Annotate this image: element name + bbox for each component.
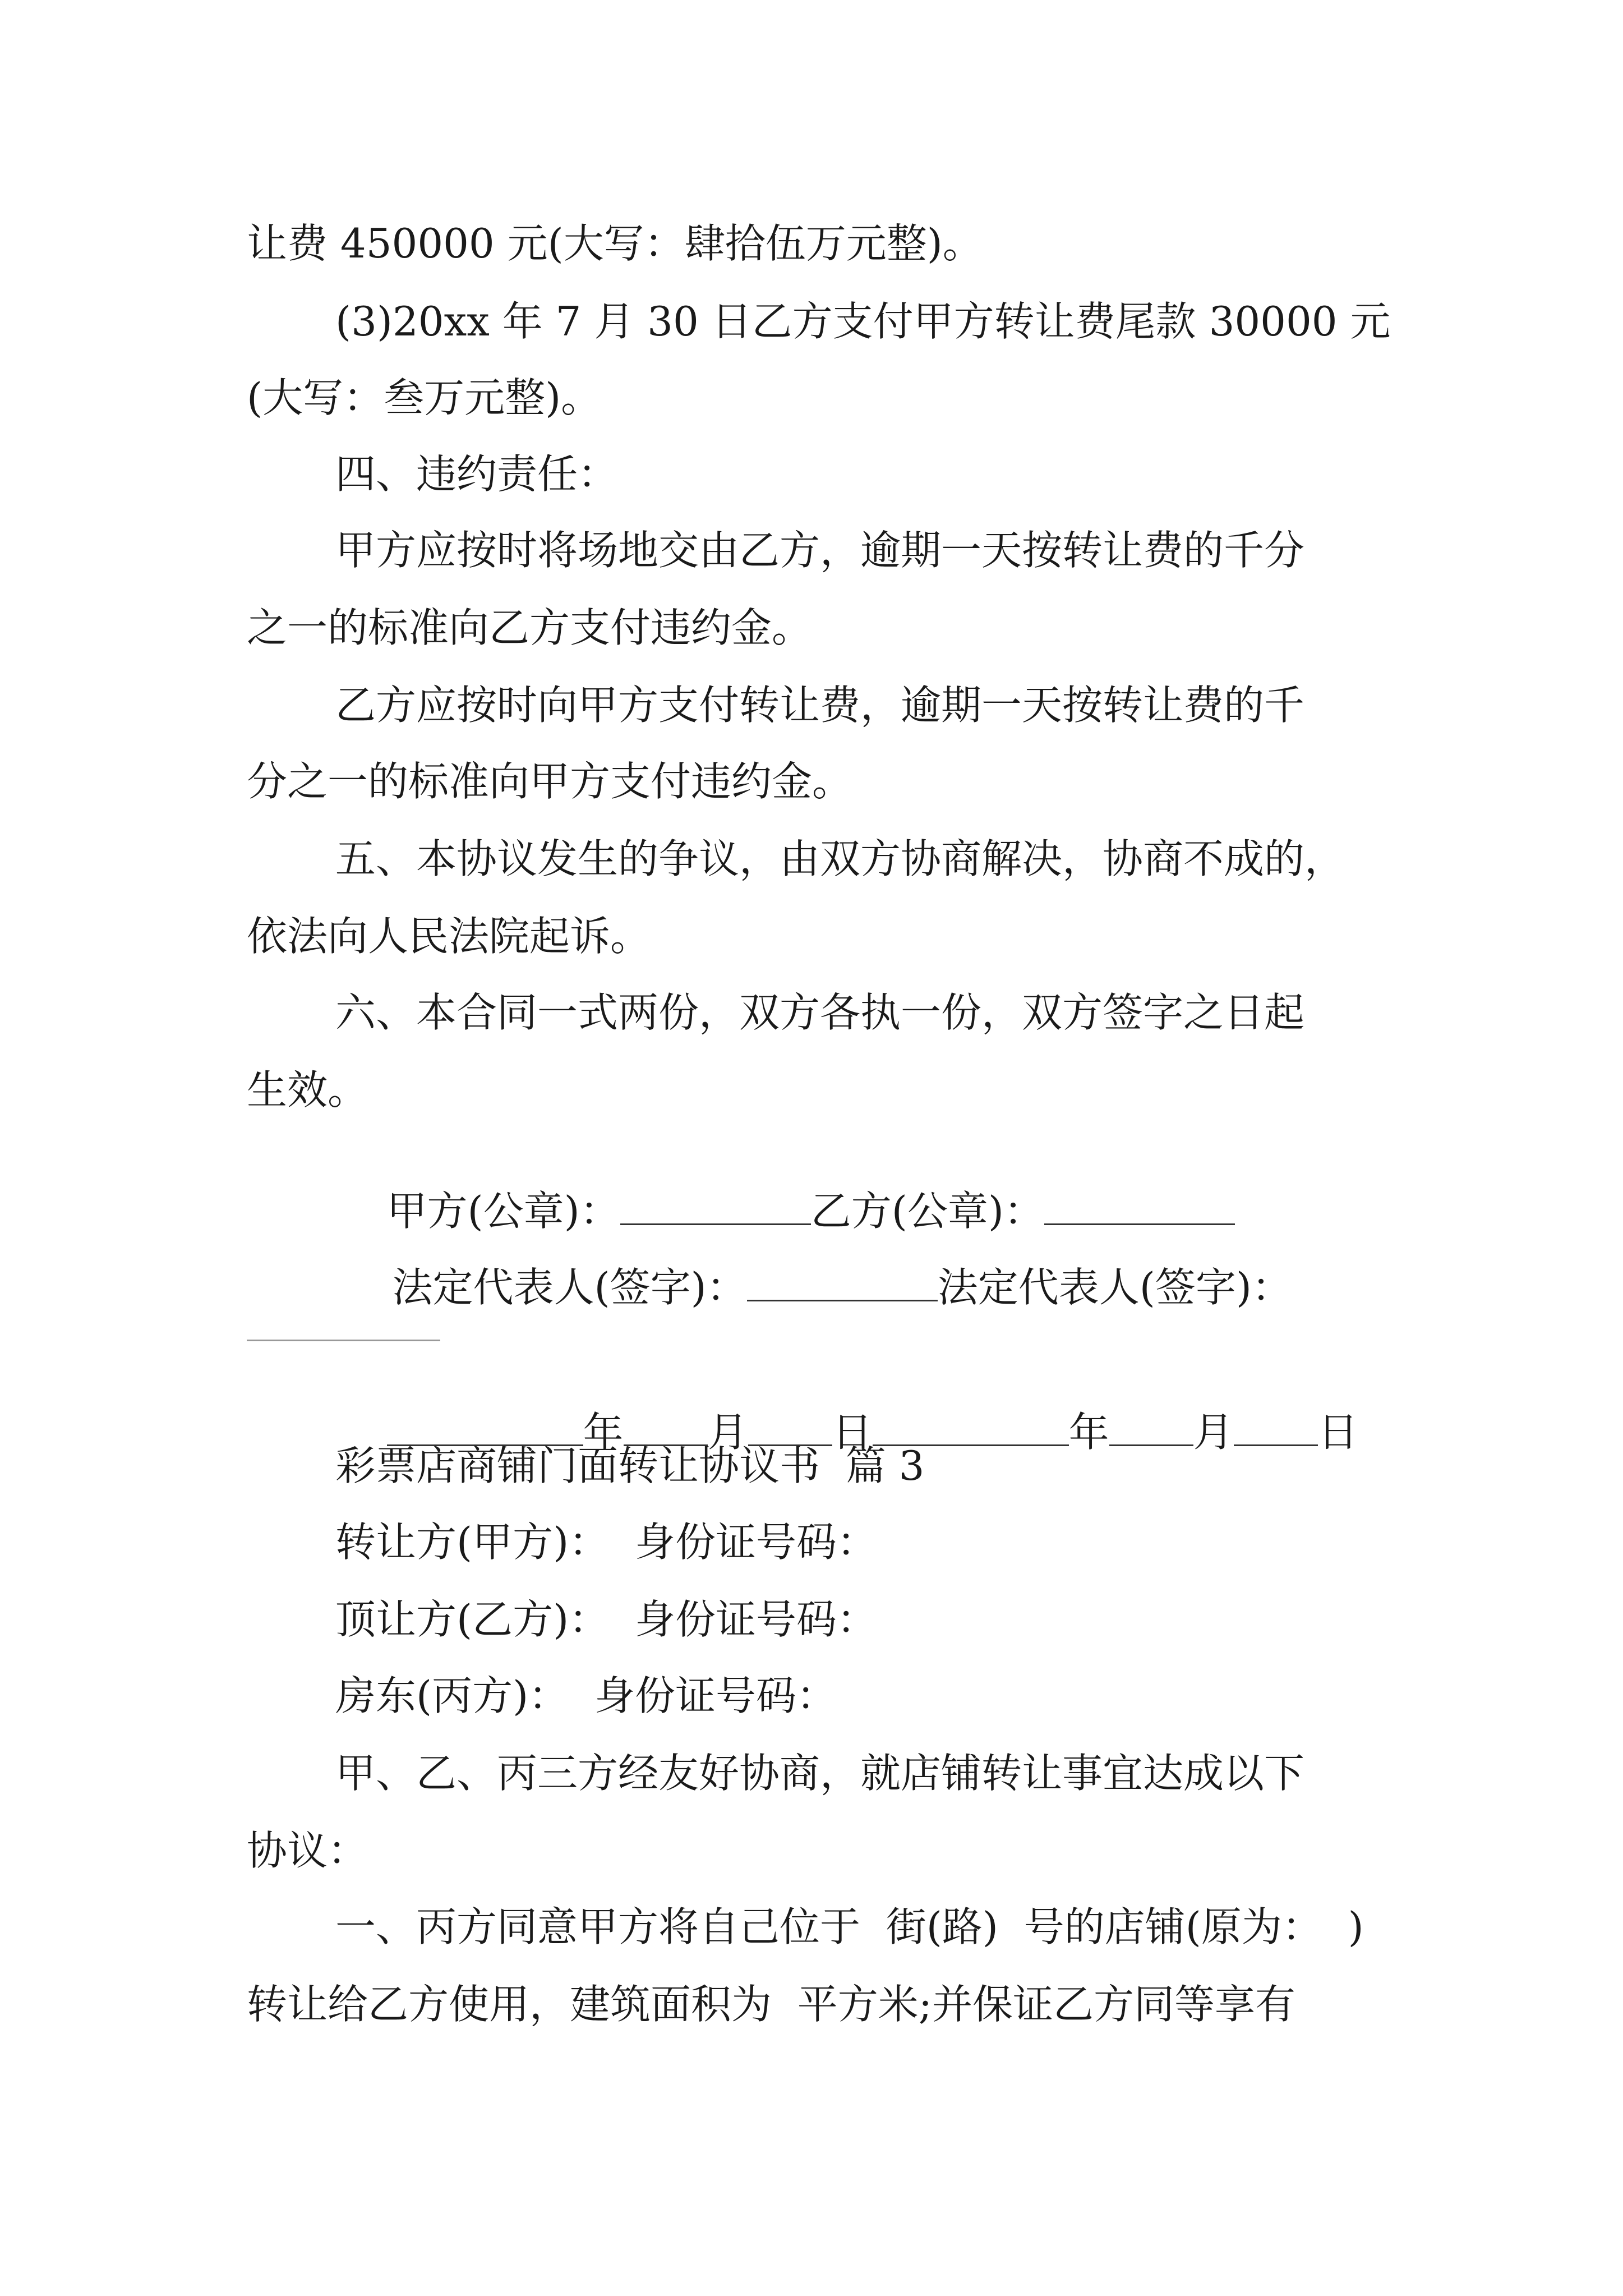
day-label: 日 bbox=[832, 1409, 873, 1456]
month-label: 月 bbox=[1193, 1409, 1234, 1456]
month-blank bbox=[1109, 1407, 1193, 1446]
month-blank bbox=[624, 1407, 708, 1446]
day-blank bbox=[1234, 1407, 1318, 1446]
party-a-seal-label: 甲方(公章)： bbox=[386, 1188, 620, 1235]
text-line: (大写：叁万元整)。 bbox=[247, 374, 602, 421]
legal-rep-a-blank bbox=[747, 1263, 938, 1301]
transferor-line: 转让方(甲方)： 身份证号码： bbox=[335, 1519, 877, 1566]
year-blank bbox=[873, 1407, 1069, 1446]
year-label: 年 bbox=[1068, 1409, 1109, 1456]
text-line: 一、丙方同意甲方将自己位于 街(路) 号的店铺(原为： ) bbox=[335, 1903, 1364, 1950]
year-blank bbox=[387, 1407, 583, 1446]
text-line: 乙方应按时向甲方支付转让费，逾期一天按转让费的千 bbox=[335, 682, 1305, 729]
text-line: 分之一的标准向甲方支付违约金。 bbox=[247, 758, 853, 805]
section-title: 彩票店商铺门面转让协议书 篇 3 bbox=[335, 1442, 925, 1489]
text-line: 六、本合同一式两份，双方各执一份，双方签字之日起 bbox=[335, 989, 1305, 1036]
section-heading: 四、违约责任： bbox=[335, 450, 619, 498]
party-b-seal-label: 乙方(公章)： bbox=[810, 1188, 1044, 1235]
text-line: 甲方应按时将场地交由乙方，逾期一天按转让费的千分 bbox=[335, 527, 1305, 574]
month-label: 月 bbox=[707, 1409, 748, 1456]
text-line: (3)20xx 年 7 月 30 日乙方支付甲方转让费尾款 30000 元 bbox=[335, 298, 1391, 345]
legal-rep-a-label: 法定代表人(签字)： bbox=[392, 1264, 747, 1311]
legal-rep-b-label: 法定代表人(签字)： bbox=[937, 1264, 1292, 1311]
text-line: 之一的标准向乙方支付违约金。 bbox=[247, 604, 813, 651]
text-line: 依法向人民法院起诉。 bbox=[247, 913, 651, 960]
legal-rep-b-blank bbox=[247, 1340, 440, 1341]
text-line: 生效。 bbox=[247, 1066, 368, 1114]
legal-rep-line bbox=[341, 1222, 1292, 1348]
text-line: 转让给乙方使用，建筑面积为 平方米;并保证乙方同等享有 bbox=[247, 1981, 1296, 2028]
party-b-seal-blank bbox=[1044, 1186, 1235, 1225]
text-line: 协议： bbox=[247, 1827, 368, 1874]
text-line: 五、本协议发生的争议，由双方协商解决，协商不成的， bbox=[335, 835, 1345, 882]
day-blank bbox=[748, 1407, 832, 1446]
party-a-seal-blank bbox=[620, 1186, 811, 1225]
transferee-line: 顶让方(乙方)： 身份证号码： bbox=[335, 1596, 877, 1643]
text-line: 甲、乙、丙三方经友好协商，就店铺转让事宜达成以下 bbox=[335, 1750, 1305, 1797]
day-label: 日 bbox=[1317, 1409, 1358, 1456]
year-label: 年 bbox=[583, 1409, 624, 1456]
text-line: 让费 450000 元(大写：肆拾伍万元整)。 bbox=[247, 220, 983, 267]
landlord-line: 房东(丙方)： 身份证号码： bbox=[335, 1672, 837, 1719]
